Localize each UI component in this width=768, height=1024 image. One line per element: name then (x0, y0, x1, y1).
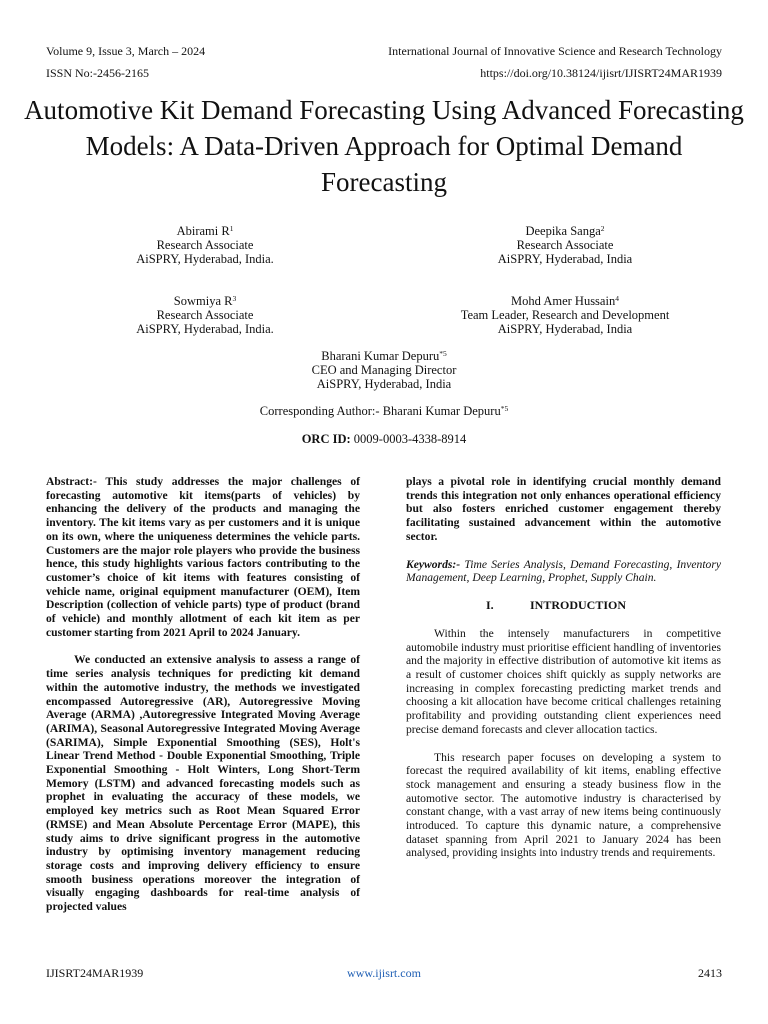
volume-info: Volume 9, Issue 3, March – 2024 (46, 44, 206, 58)
abstract-paragraph-2: We conducted an extensive analysis to assess a range of time series analysis techniques for predicting kit demand within the automotive industry, the methods we investigated encompassed Autoregressive (AR), Autoregressive Moving Average (ARMA) ,Autoregressive Integrated Moving Average (ARIMA), Seasonal Autoregressive Integrated Moving Average (SARIMA), Simple Exponential Smoothing (SES), Holt's Linear Trend Method - Double Exponential Smoothing, Triple Exponential Smoothing - Holt Winters, Long Short-Term Memory (LSTM) and advanced forecasting models such as prophet in evaluating the accuracy of these models, we employed key metrics such as Root Mean Squared Error (RMSE) and Mean Absolute Percentage Error (MAPE), this study aims to drive significant progress in the automotive industry by optimising inventory management reducing storage costs and improving delivery efficiency to ensure smooth business operations moreover the integration of visually engaging dashboards for real-time analysis of projected values (46, 653, 360, 914)
orcid (234, 432, 534, 446)
author-sup: 2 (600, 224, 605, 233)
author-sup: 1 (229, 224, 234, 233)
orcid-value: 0009-0003-4338-8914 (350, 432, 467, 446)
orcid-label: ORC ID: (301, 432, 351, 446)
journal-name: International Journal of Innovative Science and Research Technology (388, 44, 722, 58)
author-role: CEO and Managing Director (311, 363, 457, 377)
author-role: Research Associate (156, 238, 254, 252)
author-affiliation: AiSPRY, Hyderabad, India (497, 252, 633, 266)
abstract-paragraph-1: Abstract:- This study addresses the major challenges of forecasting automotive kit items(parts of vehicles) by enhancing the delivery of the products and managing the inventory. The kit items vary as per customers and it is unique on its own, where the uniqueness determines the vehicle parts. Customers are the major role players who provide the business hence, this study highlights various factors contributing to the customer’s choice of kit items with features consisting of vehicle name, original equipment manufacturer (OEM), Item Description (collection of vehicle parts) type of product (brand of vehicle) and monthly allotment of each kit item as per customer starting from 2021 April to 2024 January. (46, 475, 360, 639)
section-title: INTRODUCTION (530, 597, 627, 612)
abstract-paragraph-3: plays a pivotal role in identifying crucial monthly demand trends this integration not only enhances operational efficiency but also fosters enriched customer engagement thereby facilitating sustained advancement within the automotive sector. (406, 475, 721, 543)
intro-paragraph-1: Within the intensely manufacturers in competitive automobile industry must prioritise efficient handling of inventories and the majority in effective distribution of automotive kit items as a result of customer choices shift quickly as supply networks are increasing in complex forecasting predicting market trends and choosing a kit allocation have become critical challenges retaining profitability and providing outstanding client experiences need precise demand forecasts and clever allocation tactics. (406, 626, 722, 736)
corresponding-label: Corresponding Author:- Bharani Kumar Depuru (259, 404, 501, 418)
section-heading (406, 599, 721, 613)
author-sup: 4 (615, 294, 619, 303)
author-block-4 (440, 294, 690, 336)
keywords-text: Time Series Analysis, Demand Forecasting, Inventory Management, Deep Learning, Prophet, Supply Chain. (406, 557, 721, 585)
corresponding-author (134, 404, 634, 418)
intro-paragraph-2: This research paper focuses on developing a system to forecast the required availability of kit items, enabling effective stock management and ensuring a steady business flow in the automotive sector. The automotive industry is characterised by constant change, with a vast array of new items being continuously introduced. To capture this dynamic nature, a comprehensive dataset spanning from April 2021 to January 2024 has been analysed, providing insights into industry trends and requirements. (406, 750, 721, 860)
paper-title: Automotive Kit Demand Forecasting Using Advanced Forecasting Models: A Data-Driven Approach for Optimal Demand Forecasting (24, 95, 744, 197)
author-role: Team Leader, Research and Development (460, 308, 670, 322)
footer-url[interactable] (0, 966, 768, 981)
keywords-label: Keywords:- (406, 557, 461, 571)
author-sup: *5 (439, 349, 447, 358)
corresponding-sup: *5 (500, 404, 509, 413)
author-affiliation: AiSPRY, Hyderabad, India (316, 377, 452, 391)
author-affiliation: AiSPRY, Hyderabad, India (497, 322, 633, 336)
author-block-3 (100, 294, 310, 336)
author-affiliation: AiSPRY, Hyderabad, India. (136, 252, 274, 266)
author-name: Deepika Sanga (525, 224, 601, 238)
author-name: Sowmiya R (173, 294, 233, 308)
author-name: Bharani Kumar Depuru (321, 349, 440, 363)
page-number: 2413 (698, 966, 722, 980)
section-number: I. (486, 597, 494, 612)
doi-link-text[interactable]: https://doi.org/10.38124/ijisrt/IJISRT24MAR1939 (480, 66, 722, 80)
author-block-5 (234, 349, 534, 391)
keywords (406, 558, 721, 585)
issn: ISSN No:-2456-2165 (46, 66, 150, 80)
left-column (46, 475, 360, 914)
author-name: Mohd Amer Hussain (511, 294, 616, 308)
doi-link[interactable] (480, 66, 722, 81)
footer-id: IJISRT24MAR1939 (46, 966, 144, 980)
author-affiliation: AiSPRY, Hyderabad, India. (136, 322, 274, 336)
author-name: Abirami R (176, 224, 230, 238)
author-sup: 3 (232, 294, 237, 303)
author-role: Research Associate (156, 308, 254, 322)
author-role: Research Associate (516, 238, 614, 252)
author-block-1 (100, 224, 310, 266)
right-column (406, 475, 721, 860)
author-block-2 (450, 224, 680, 266)
footer-url-link[interactable]: www.ijisrt.com (347, 966, 421, 980)
